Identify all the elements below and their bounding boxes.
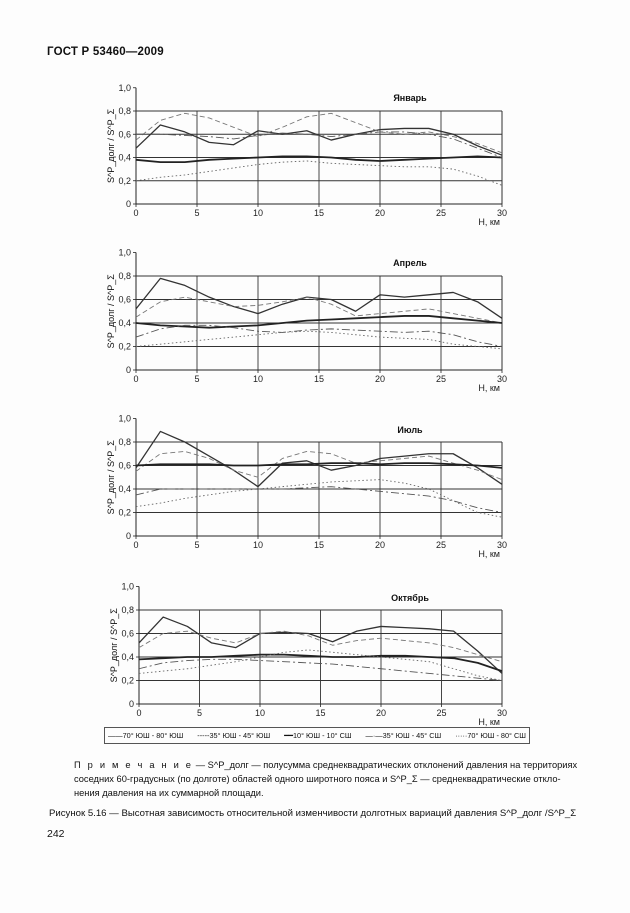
y-tick-label: 0,6 — [121, 628, 134, 639]
y-tick-label: 0 — [125, 199, 131, 209]
y-tick-label: 1,0 — [118, 413, 131, 424]
y-tick-label: 0,2 — [121, 675, 134, 686]
legend-item: -----35° ЮШ - 45° ЮШ — [197, 731, 271, 740]
x-tick-label: 30 — [496, 708, 508, 718]
x-tick-label: 15 — [313, 540, 325, 550]
panel-title: Январь — [393, 93, 427, 103]
y-tick-label: 0 — [125, 531, 131, 541]
y-tick-label: 1,0 — [118, 82, 131, 93]
panel-title: Октябрь — [391, 593, 429, 603]
y-tick-label: 0,6 — [118, 294, 131, 305]
x-tick-label: 5 — [194, 540, 200, 550]
panel-title: Июль — [397, 425, 423, 435]
panel-title: Апрель — [393, 258, 427, 268]
standard-header: ГОСТ Р 53460—2009 — [47, 46, 164, 58]
y-tick-label: 0,8 — [118, 106, 131, 116]
x-tick-label: 30 — [496, 208, 508, 218]
x-tick-label: 10 — [252, 540, 264, 550]
x-tick-label: 30 — [496, 540, 508, 550]
y-tick-label: 1,0 — [121, 581, 134, 592]
y-tick-label: 0,6 — [118, 460, 131, 471]
x-tick-label: 20 — [374, 540, 386, 550]
y-tick-label: 0 — [125, 365, 131, 375]
y-axis-label: S^P_долг / S^P_Σ — [106, 274, 116, 349]
y-tick-label: 0,2 — [118, 341, 131, 352]
y-axis-label: S^P_долг / S^P_Σ — [109, 608, 119, 683]
y-tick-label: 0,2 — [118, 507, 131, 518]
y-tick-label: 0,4 — [118, 318, 131, 328]
y-tick-label: 0,6 — [118, 129, 131, 140]
x-tick-label: 10 — [252, 374, 264, 384]
x-tick-label: 0 — [133, 374, 139, 384]
x-tick-label: 20 — [374, 374, 386, 384]
x-tick-label: 15 — [315, 708, 326, 718]
note-line-2: соседних 60-градусных (по долготе) областей одного широтного пояса и S^P_Σ — среднеквадратические откло- — [74, 774, 561, 784]
y-tick-label: 0,4 — [118, 152, 131, 163]
y-tick-label: 0,4 — [118, 484, 131, 494]
x-tick-label: 25 — [435, 208, 447, 218]
y-tick-label: 0 — [128, 699, 134, 709]
x-tick-label: 15 — [313, 374, 325, 384]
x-tick-label: 10 — [252, 208, 264, 218]
y-axis-label: S^P_долг / S^P_Σ — [106, 440, 116, 515]
x-tick-label: 5 — [194, 208, 200, 218]
legend-item: ━━10° ЮШ - 10° СШ — [284, 731, 352, 740]
chart-legend — [104, 727, 530, 744]
x-tick-label: 25 — [435, 540, 447, 550]
x-tick-label: 20 — [375, 708, 387, 718]
legend-item: —·—35° ЮШ - 45° СШ — [365, 731, 442, 740]
x-tick-label: 25 — [436, 708, 447, 718]
x-tick-label: 10 — [254, 708, 266, 718]
x-axis-label: Н, км — [478, 383, 500, 393]
y-tick-label: 1,0 — [118, 247, 131, 258]
y-tick-label: 0,8 — [118, 437, 131, 447]
x-tick-label: 30 — [496, 374, 508, 384]
x-tick-label: 5 — [196, 708, 203, 718]
figure-caption: Рисунок 5.16 — Высотная зависимость относительной изменчивости долготных вариаций давления S^P_долг /S^P_Σ — [49, 808, 577, 819]
x-tick-label: 0 — [133, 540, 139, 550]
note-line-3: нения давления на их суммарной площади. — [74, 788, 264, 798]
x-tick-label: 5 — [194, 374, 200, 384]
y-tick-label: 0,4 — [121, 652, 134, 662]
x-tick-label: 0 — [136, 708, 142, 718]
x-axis-label: Н, км — [478, 717, 500, 727]
x-axis-label: Н, км — [478, 549, 500, 559]
y-axis-label: S^P_долг / S^P_Σ — [106, 108, 116, 183]
y-tick-label: 0,2 — [118, 175, 131, 186]
figure-note — [74, 758, 582, 800]
x-tick-label: 20 — [374, 208, 386, 218]
note-line-1: П р и м е ч а н и е — S^P_долг — полусумма среднеквадратических отклонений давления на территориях — [74, 760, 578, 770]
y-tick-label: 0,8 — [118, 271, 131, 281]
legend-item: ——70° ЮШ - 80° ЮШ — [108, 731, 184, 740]
legend-item: ·····70° ЮШ - 80° СШ — [455, 731, 526, 740]
x-tick-label: 0 — [133, 208, 139, 218]
x-axis-label: Н, км — [478, 217, 500, 227]
x-tick-label: 25 — [435, 374, 447, 384]
x-tick-label: 15 — [313, 208, 325, 218]
page-number: 242 — [47, 828, 65, 840]
y-tick-label: 0,8 — [121, 605, 134, 615]
